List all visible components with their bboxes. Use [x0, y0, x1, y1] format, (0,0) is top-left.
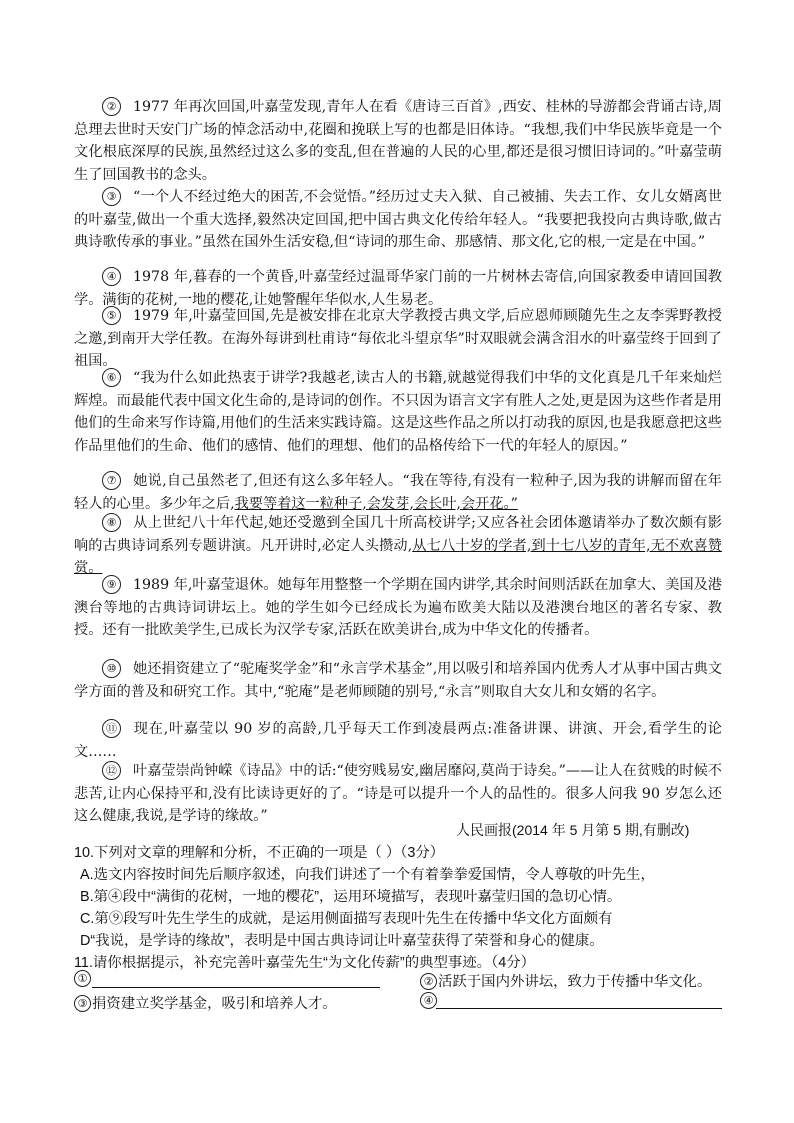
paragraph-11 — [74, 718, 722, 763]
question-10-option-a: A.选文内容按时间先后顺序叙述，向我们讲述了一个有着拳拳爱国情，令人尊敬的叶先生， — [80, 867, 655, 883]
paragraph-number: ⑪ — [102, 719, 121, 738]
answer-item-2 — [420, 970, 711, 991]
item-number: ③ — [74, 995, 91, 1012]
item-text: 捐资建立奖学基金，吸引和培养人才。 — [92, 996, 337, 1012]
paragraph-text: 叶嘉莹崇尚钟嵘《诗品》中的话:“使穷贱易安,幽居靡闷,莫尚于诗矣。”——让人在贫贱的时候不悲苦,让内心保持平和,没有比读诗更好的了。“诗是可以提升一个人的品性的。很多人问我 90 岁怎么还这么健康,我说,是学诗的缘故。” — [74, 763, 722, 825]
paragraph-text: “我为什么如此热衷于讲学?我越老,读古人的书籍,就越觉得我们中华的文化真是几千年来灿烂辉煌。而最能代表中国文化生命的,是诗词的创作。不只因为语言文字有胜人之处,更是因为这些作者是用他们的生命来写作诗篇,用他们的生活来实践诗篇。这是这些作品之所以打动我的原因,也是我愿意把这些作品里他们的生命、他们的感情、他们的理想、他们的品格传给下一代的年轻人的原因。” — [74, 370, 722, 454]
paragraph-number: ④ — [102, 267, 121, 286]
paragraph-2 — [74, 96, 722, 186]
paragraph-number: ⑥ — [102, 368, 121, 387]
question-10-stem: 10.下列对文章的理解和分析，不正确的一项是（ ）（3分） — [74, 845, 445, 861]
paragraph-10 — [74, 658, 722, 703]
paragraph-number: ⑫ — [102, 761, 121, 780]
paragraph-number: ③ — [102, 187, 121, 206]
paragraph-12 — [74, 760, 722, 828]
source-citation: 人民画报(2014 年 5 月第 5 期,有删改) — [456, 822, 690, 838]
answer-item-3 — [74, 992, 337, 1013]
answer-item-4 — [420, 992, 438, 1009]
question-10-option-d: D“我说，是学诗的缘故”，表明是中国古典诗词让叶嘉莹获得了荣誉和身心的健康。 — [80, 933, 604, 949]
question-10-option-c: C.第⑨段写叶先生学生的成就，是运用侧面描写表现叶先生在传播中华文化方面颇有 — [80, 911, 613, 927]
question-10-option-b: B.第④段中“满街的花树，一地的樱花”，运用环境描写，表现叶嘉莹归国的急切心情。 — [80, 889, 622, 905]
item-number: ④ — [420, 992, 437, 1009]
paragraph-text: 1979 年,叶嘉莹回国,先是被安排在北京大学教授古典文学,后应恩师顾随先生之友李霁野教授之邀,到南开大学任教。在海外每讲到杜甫诗“每依北斗望京华”时双眼就会满含泪水的叶嘉莹终于回到了祖国。 — [74, 308, 722, 370]
answer-blank-4[interactable] — [436, 1008, 722, 1009]
paragraph-text: 1978 年,暮春的一个黄昏,叶嘉莹经过温哥华家门前的一片树林去寄信,向国家教委申请回国教学。满街的花树,一地的樱花,让她警醒年华似水,人生易老。 — [74, 269, 722, 308]
underlined-sentence: 我要等着这一粒种子,会发芽,会长叶,会开花。” — [234, 495, 518, 512]
paragraph-7 — [74, 470, 722, 515]
question-11-stem: 11.请你根据提示，补充完善叶嘉莹先生“为文化传薪”的典型事迹。（4分） — [74, 955, 536, 971]
item-number: ② — [420, 973, 437, 990]
paragraph-number: ② — [102, 97, 121, 116]
paragraph-number: ⑧ — [102, 513, 121, 532]
paragraph-number: ⑩ — [102, 659, 121, 678]
item-text: 活跃于国内外讲坛，致力于传播中华文化。 — [438, 974, 712, 990]
paragraph-text: 她说,自己虽然老了,但还有这么多年轻人。“我在等待,有没有一粒种子,因为我的讲解而留在年轻人的心里。多少年之后, — [74, 473, 722, 512]
answer-blank-1[interactable] — [92, 987, 380, 988]
paragraph-number: ⑨ — [102, 575, 121, 594]
paragraph-text: 她还捐资建立了“驼庵奖学金”和“永言学术基金”,用以吸引和培养国内优秀人才从事中国古典文学方面的普及和研究工作。其中,“驼庵”是老师顾随的别号,“永言”则取自大女儿和女婿的名字。 — [74, 661, 722, 700]
paragraph-9 — [74, 574, 722, 642]
paragraph-text: “一个人不经过绝大的困苦,不会觉悟。”经历过丈夫入狱、自己被捕、失去工作、女儿女婿离世的叶嘉莹,做出一个重大选择,毅然决定回国,把中国古典文化传给年轻人。“我要把我投向古典诗歌,做古典诗歌传承的事业。”虽然在国外生活安稳,但“诗词的那生命、那感情、那文化,它的根,一定是在中国。” — [74, 189, 722, 251]
paragraph-3 — [74, 186, 722, 254]
paragraph-number: ⑤ — [102, 306, 121, 325]
paragraph-text: 从上世纪八十年代起,她还受邀到全国几十所高校讲学;又应各社会团体邀请举办了数次颇有影响的古典诗词系列专题讲演。凡开讲时,必定人头攒动, — [74, 515, 722, 554]
paragraph-text: 1977 年再次回国,叶嘉莹发现,青年人在看《唐诗三百首》,西安、桂林的导游都会背诵古诗,周总理去世时天安门广场的悼念活动中,花圈和挽联上写的也都是旧体诗。“我想,我们中华民族毕竟是一个文化根底深厚的民族,虽然经过这么多的变乱,但在普遍的人民的心里,都还是很习惯旧诗词的。”叶嘉莹萌生了回国教书的念头。 — [74, 99, 722, 183]
paragraph-6 — [74, 367, 722, 457]
paragraph-5 — [74, 305, 722, 373]
paragraph-text: 1989 年,叶嘉莹退休。她每年用整整一个学期在国内讲学,其余时间则活跃在加拿大、美国及港澳台等地的古典诗词讲坛上。她的学生如今已经成长为遍布欧美大陆以及港澳台地区的著名专家、教授。还有一批欧美学生,已成长为汉学专家,活跃在欧美讲台,成为中华文化的传播者。 — [74, 577, 722, 639]
paragraph-8 — [74, 512, 722, 580]
paragraph-text: 现在,叶嘉莹以 90 岁的高龄,几乎每天工作到凌晨两点:准备讲课、讲演、开会,看学生的论文…… — [74, 721, 722, 760]
underlined-sentence: 从七八十岁的学者,到十七八岁的青年,无不欢喜赞赏。 — [74, 537, 722, 577]
item-number: ① — [74, 970, 91, 987]
paragraph-number: ⑦ — [102, 471, 121, 490]
answer-item-1 — [74, 970, 92, 987]
